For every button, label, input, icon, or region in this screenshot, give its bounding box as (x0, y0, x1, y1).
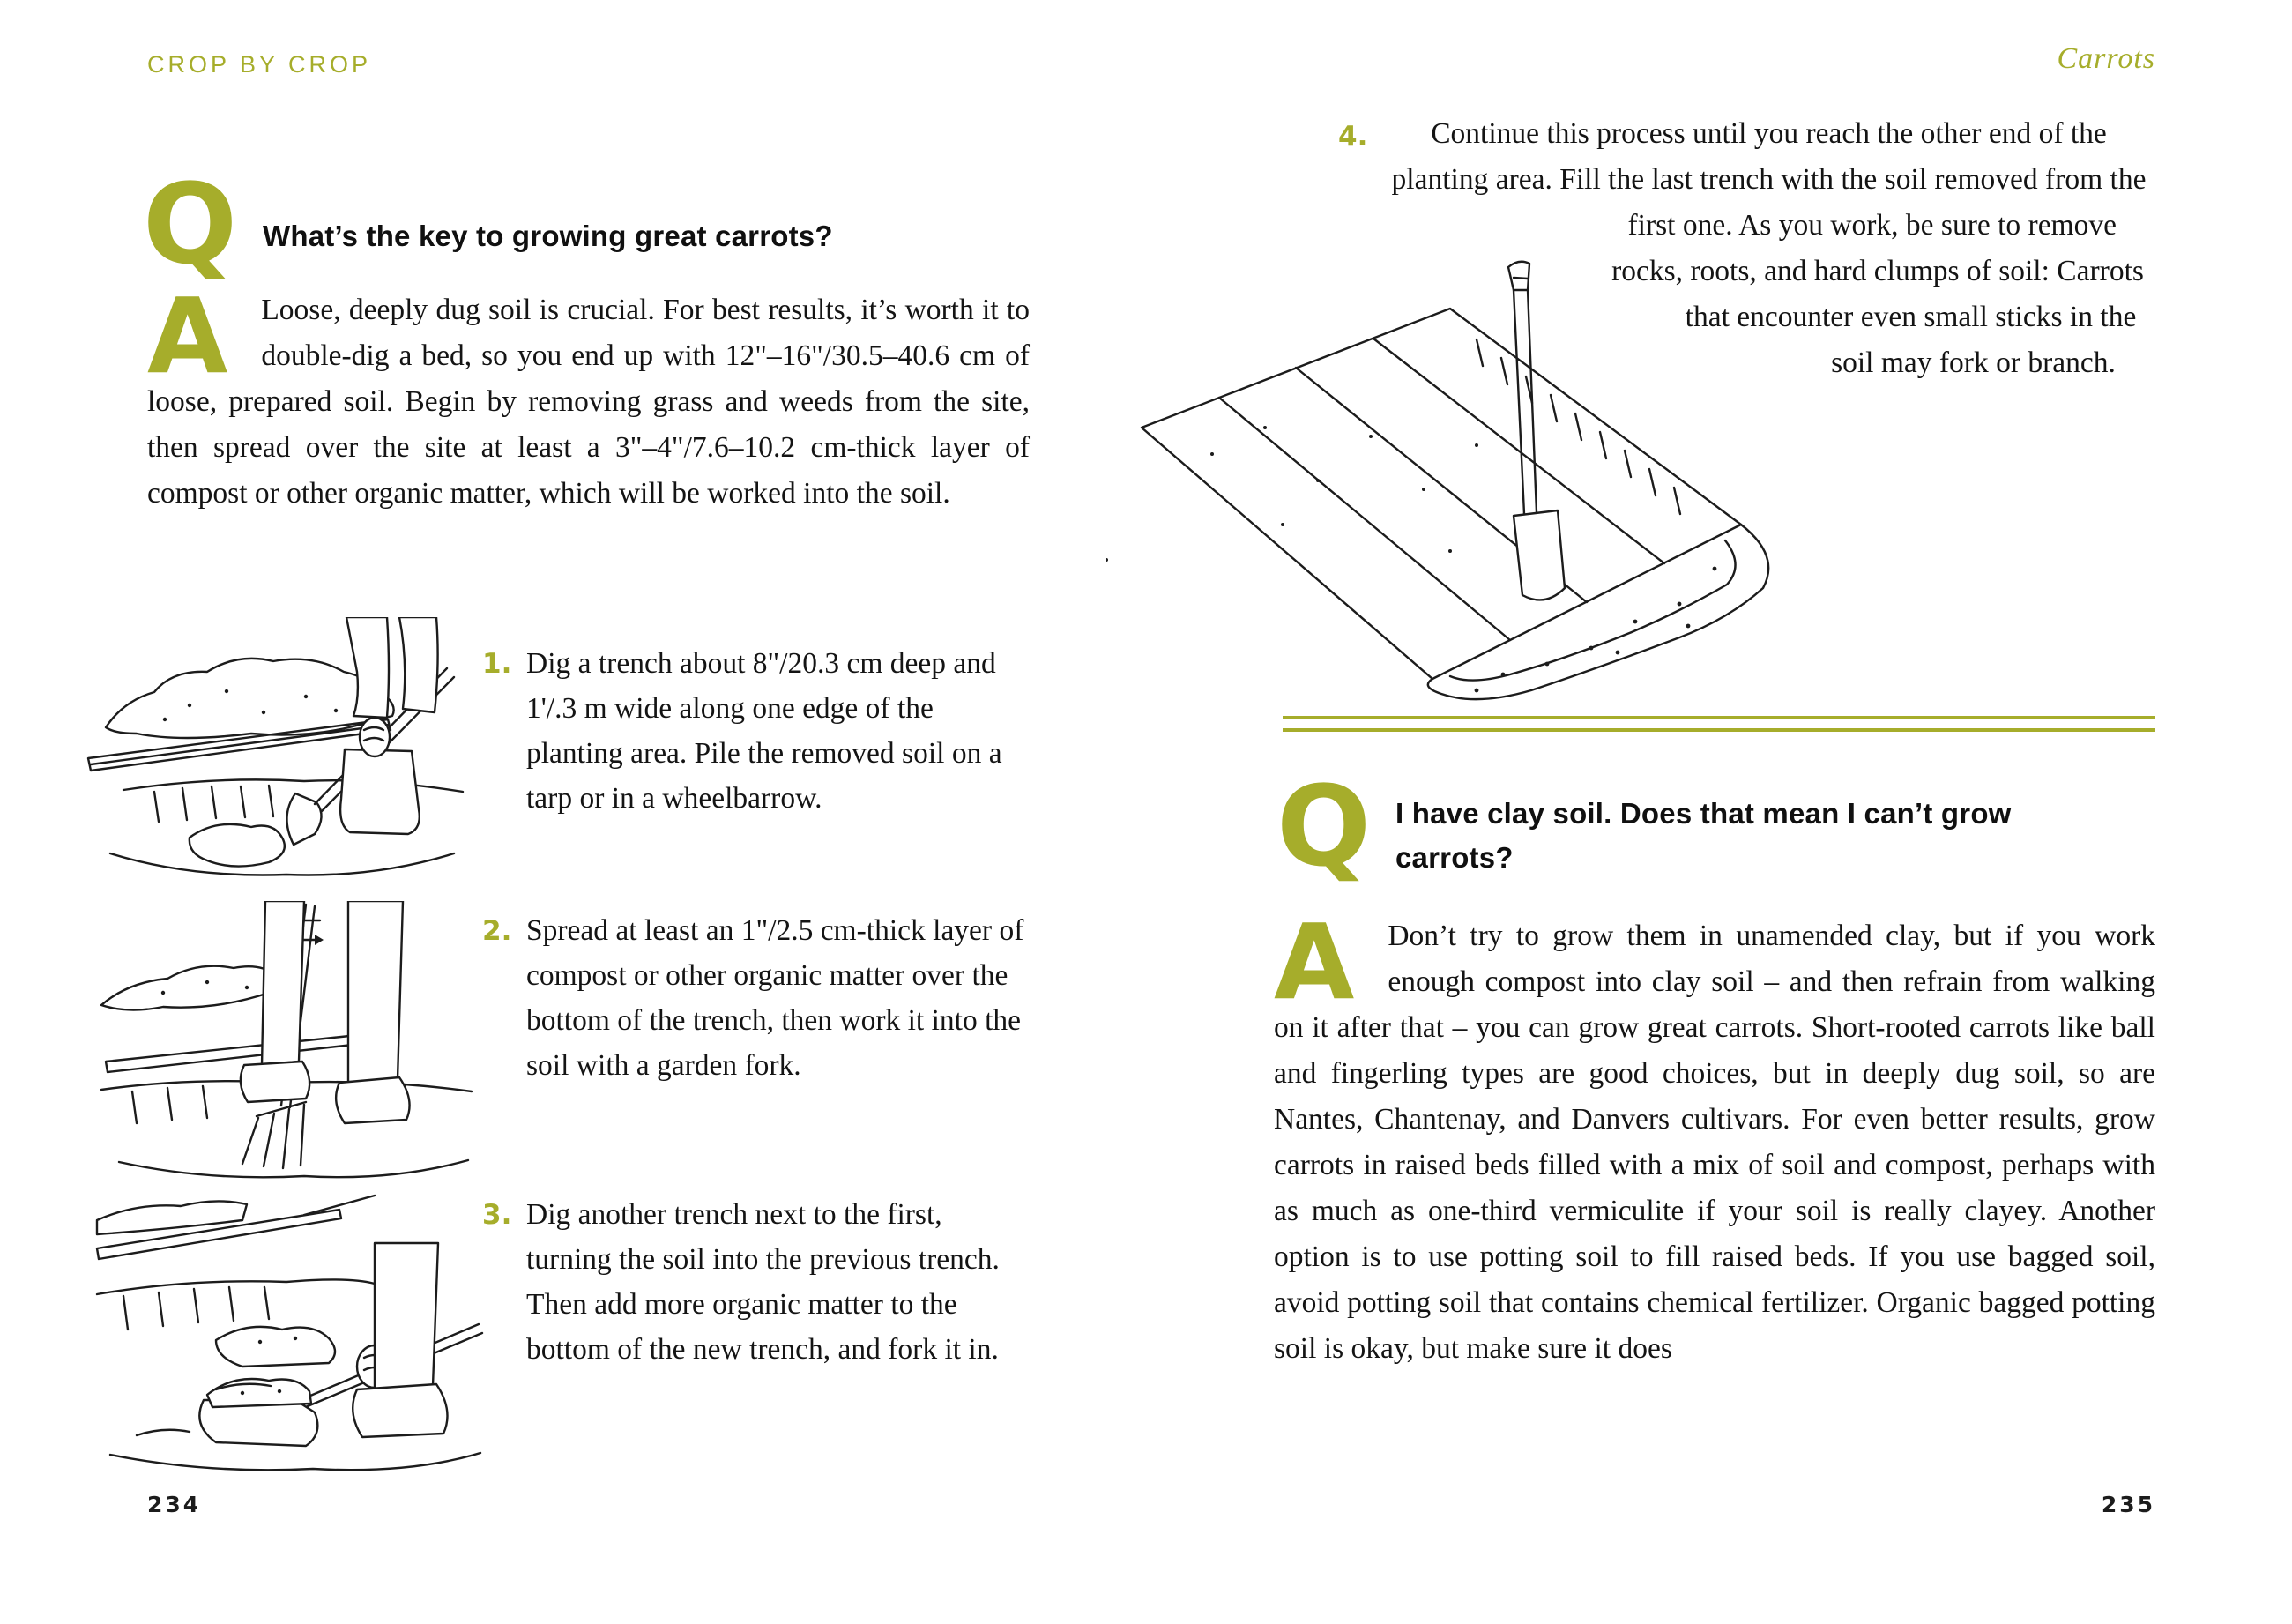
illustration-garden-fork (84, 901, 489, 1192)
question-1: What’s the key to growing great carrots? (263, 220, 833, 252)
section-divider (1283, 716, 2155, 732)
page-number-right: 235 (2101, 1492, 2155, 1517)
running-head-right: Carrots (2057, 42, 2155, 75)
step-3 (482, 1192, 1033, 1372)
q-letter-2: Q (1276, 762, 1372, 891)
a-letter-1: A (147, 275, 228, 397)
step-2-text: Spread at least an 1"/2.5 cm-thick layer of compost or other organic matter over the bottom of the trench, then work it into the soil with a garden fork. (526, 914, 1024, 1082)
answer-2-text: Don’t try to grow them in unamended clay, but if you work enough compost into clay soil – and then refrain from walking on it after that – you can grow great carrots. Short-rooted carrots like ball and fingerling types are good choices, but in deeply dug soil, so are Nantes, Chantenay, and Danvers cultivars. For even better results, grow carrots in raised beds filled with a mix of soil and compost, perhaps with as much as one-third vermiculite if your soil is really clayey. Another option is to use potting soil to fill raised beds. If you use bagged soil, avoid potting soil that contains chemical fertilizer. Organic bagged potting soil is okay, but make sure it does (1274, 920, 2155, 1365)
step-1 (482, 641, 1033, 821)
page-number-left: 234 (147, 1492, 202, 1517)
step-1-text: Dig a trench about 8"/20.3 cm deep and 1'/.3 m wide along one edge of the planting area. Pile the removed soil on a tarp or in a wheelbarrow. (526, 647, 1002, 815)
illustration-shovel-soil (84, 1190, 498, 1486)
question-2: I have clay soil. Does that mean I can’t grow carrots? (1395, 797, 2012, 874)
illustration-digging-trench (84, 617, 476, 886)
step-4-text: Continue this process until you reach the other end of the planting area. Fill the last trench with the soil removed from the first one. As you work, be sure to remove rocks, roots, and hard clumps of soil: Carrots that encounter even small sticks in the soil may fork or branch. (1391, 117, 2147, 379)
step-4 (1338, 111, 2154, 386)
step-3-number: 3. (482, 1199, 512, 1231)
q-letter-1: Q (143, 160, 238, 289)
step-2 (482, 908, 1033, 1088)
running-head-left: CROP BY CROP (147, 51, 372, 78)
step-3-text: Dig another trench next to the first, turning the soil into the previous trench. Then add more organic matter to the bottom of the new trench, and fork it in. (526, 1198, 1000, 1366)
answer-1 (147, 275, 1030, 517)
answer-2 (1274, 901, 2155, 1372)
a-letter-2: A (1274, 901, 1355, 1023)
step-4-number: 4. (1338, 121, 1368, 153)
step-2-number: 2. (482, 915, 512, 947)
answer-1-text: Loose, deeply dug soil is crucial. For best results, it’s worth it to double-dig a bed, so you end up with 12"–16"/30.5–40.6 cm of loose, prepared soil. Begin by removing grass and weeds from the site, then spread over the site at least a 3"–4"/7.6–10.2 cm-thick layer of compost or other organic matter, which will be worked into the soil. (147, 294, 1030, 510)
step-1-number: 1. (482, 648, 512, 680)
